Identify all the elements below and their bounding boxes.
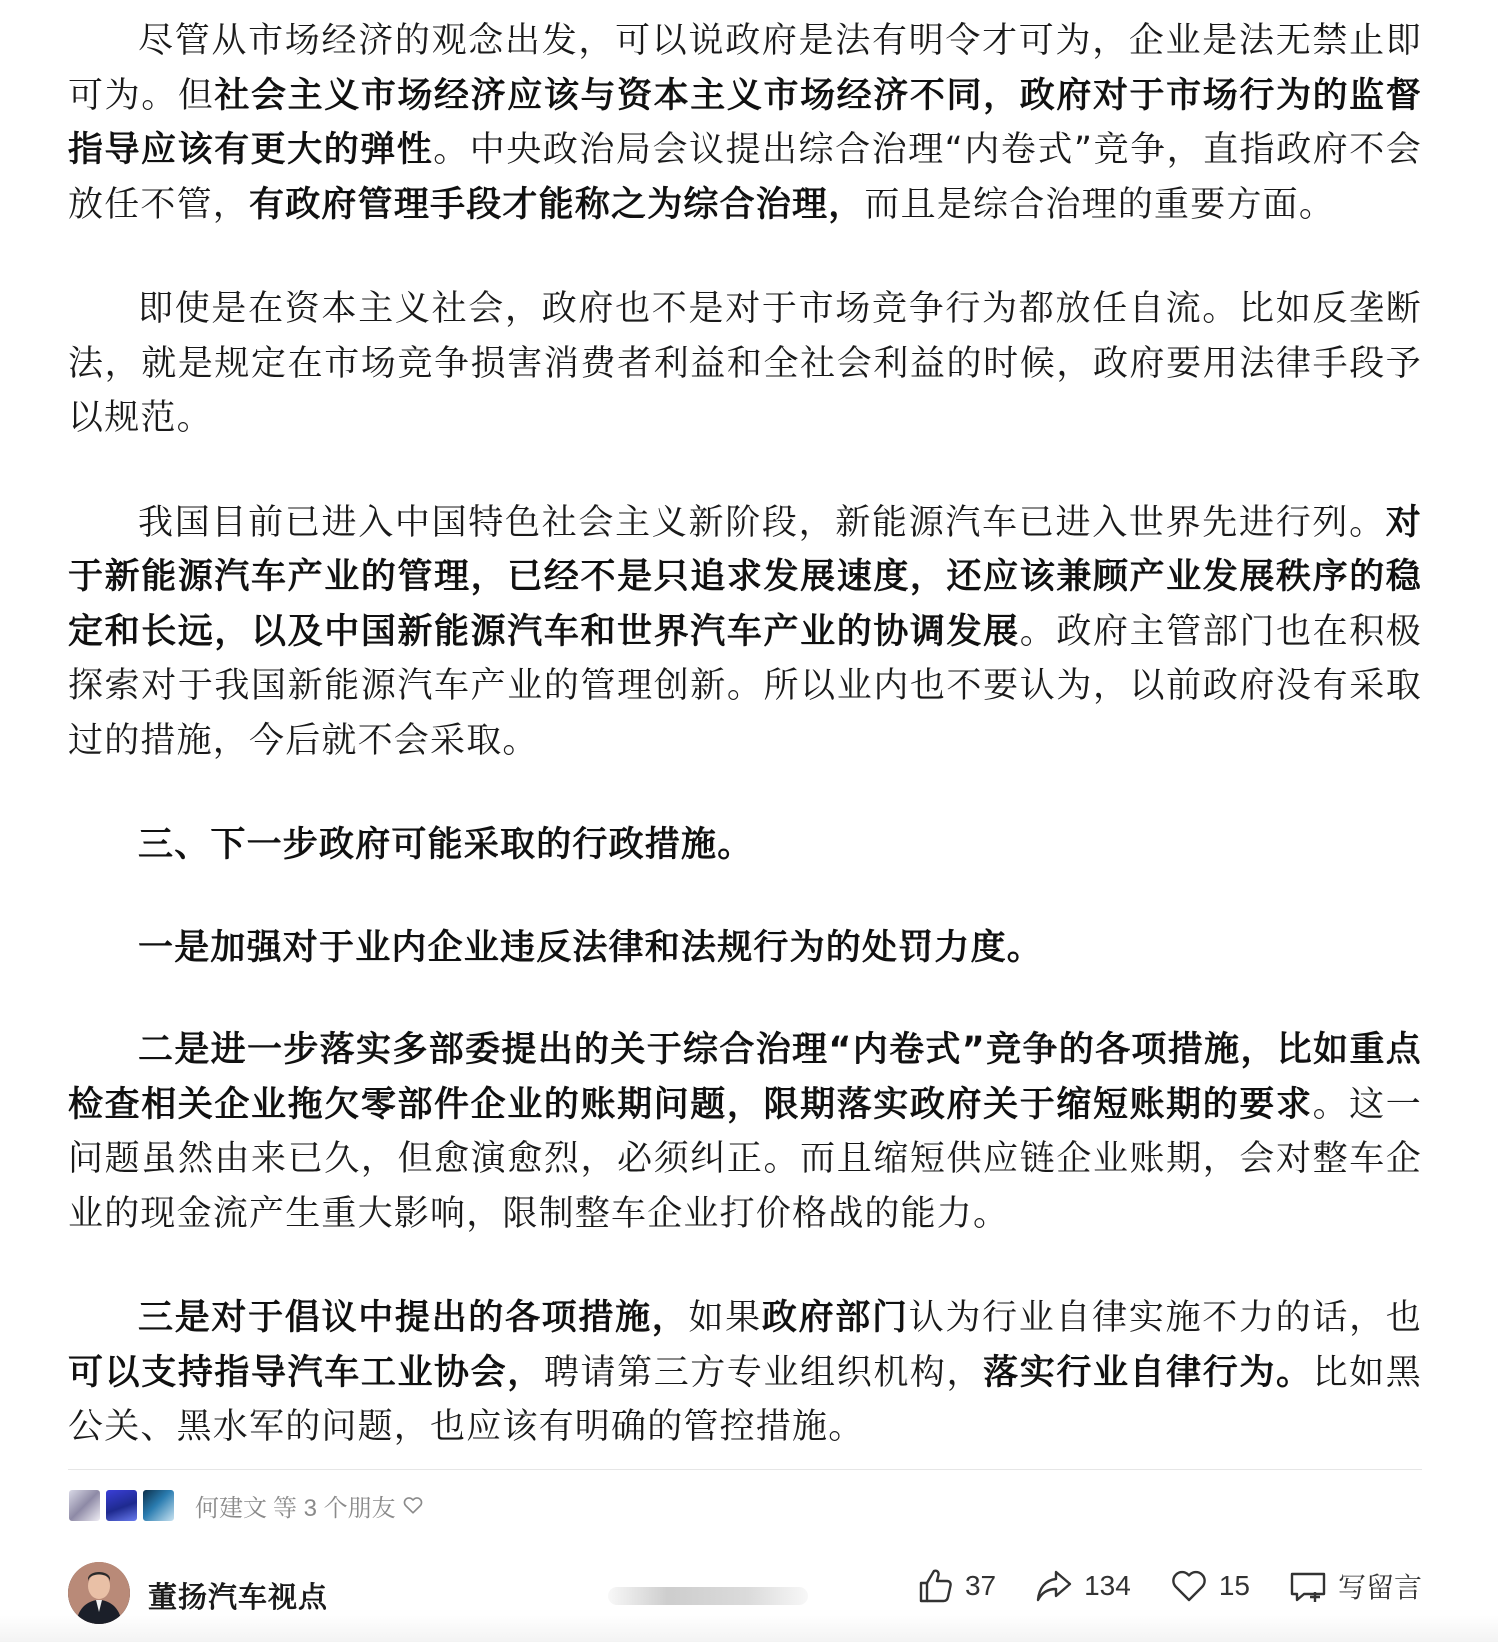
like-button[interactable] <box>915 1566 996 1606</box>
friend-avatar-2 <box>105 1489 138 1522</box>
article-body <box>68 14 1422 1505</box>
paragraph-2: 即使是在资本主义社会，政府也不是对于市场竞争行为都放任自流。比如反垄断法，就是规定在市场竞争损害消费者利益和全社会利益的时候，政府要用法律手段予以规范。 <box>68 289 1422 438</box>
friends-text <box>195 1488 424 1523</box>
author-avatar[interactable] <box>68 1562 130 1624</box>
comment-button[interactable] <box>1288 1566 1422 1606</box>
comment-icon <box>1288 1566 1328 1606</box>
heart-icon <box>1169 1566 1209 1606</box>
measure-item-2-text: 。这一问题虽然由来已久，但愈演愈烈，必须纠正。而且缩短供应链企业账期，会对整车企业的现金流产生重大影响，限制整车企业打价格战的能力。 <box>68 1084 1422 1234</box>
measure-item-1 <box>68 921 1422 976</box>
paragraph-3 <box>68 496 1422 769</box>
paragraph-3-text-2: 。政府主管部门也在积极探索对于我国新能源汽车产业的管理创新。所以业内也不要认为，以前政府没有采取过的措施，今后就不会采取。 <box>68 611 1423 761</box>
measure-item-3-text-2: 认为行业自律实施不力的话，也 <box>908 1298 1422 1338</box>
measure-item-3-bold-1: 三是对于倡议中提出的各项措施， <box>138 1298 689 1338</box>
section-heading-text: 三、下一步政府可能采取的行政措施。 <box>138 825 754 865</box>
bottom-action-bar <box>0 1552 1498 1642</box>
author-name[interactable]: 董扬汽车视点 <box>148 1582 329 1614</box>
measure-item-3 <box>68 1291 1422 1455</box>
measure-item-3-text-4: 比如黑公关、黑水军的问题，也应该有明确的管控措施。 <box>68 1352 1423 1447</box>
paragraph-1 <box>68 14 1422 232</box>
thumbs-up-icon <box>915 1566 955 1606</box>
share-arrow-icon <box>1034 1566 1074 1606</box>
paragraph-1-text-3: 而且是综合治理的重要方面。 <box>864 184 1336 225</box>
section-heading <box>68 818 1422 873</box>
measure-item-2 <box>68 1023 1422 1241</box>
share-count: 134 <box>1084 1570 1131 1601</box>
paragraph-1-bold-2: 有政府管理手段才能称之为综合治理， <box>249 184 865 225</box>
favorite-count: 15 <box>1218 1570 1250 1601</box>
scroll-indicator <box>608 1587 808 1605</box>
comment-label: 写留言 <box>1337 1572 1422 1603</box>
measure-item-3-text-3: 聘请第三方专业组织机构， <box>543 1352 984 1393</box>
friend-name: 何建文 <box>195 1494 267 1522</box>
friends-suffix: 等 3 个朋友 <box>273 1494 396 1522</box>
paragraph-3-text-1: 我国目前已进入中国特色社会主义新阶段，新能源汽车已进入世界先进行列。 <box>138 502 1386 543</box>
friends-liked-row[interactable] <box>68 1488 424 1522</box>
heart-outline-icon <box>402 1494 424 1516</box>
paragraph-1-bold-1: 社会主义市场经济应该与资本主义市场经济不同，政府对于市场行为的监督指导应该有更大的弹性 <box>68 75 1422 170</box>
paragraph-3-bold-1: 对于新能源汽车产业的管理，已经不是只追求发展速度，还应该兼顾产业发展秩序的稳定和长远，以及中国新能源汽车和世界汽车产业的协调发展 <box>68 502 1422 652</box>
friend-avatar-1 <box>68 1489 101 1522</box>
favorite-button[interactable] <box>1169 1566 1250 1606</box>
divider <box>68 1469 1422 1470</box>
like-count: 37 <box>964 1570 997 1601</box>
measure-item-1-text: 一是加强对于业内企业违反法律和法规行为的处罚力度。 <box>138 927 1044 968</box>
measure-item-3-text-1: 如果 <box>688 1298 762 1338</box>
measure-item-3-bold-3: 可以支持指导汽车工业协会， <box>68 1352 544 1393</box>
measure-item-3-bold-4: 落实行业自律行为。 <box>983 1352 1313 1393</box>
share-button[interactable] <box>1034 1566 1131 1606</box>
measure-item-2-bold: 二是进一步落实多部委提出的关于综合治理“内卷式”竞争的各项措施，比如重点检查相关企业拖欠零部件企业的账期问题，限期落实政府关于缩短账期的要求 <box>68 1030 1422 1125</box>
paragraph-1-text-2: 。中央政治局会议提出综合治理“内卷式”竞争，直指政府不会放任不管， <box>68 130 1422 225</box>
friend-avatar-3 <box>142 1489 175 1522</box>
measure-item-3-bold-2: 政府部门 <box>761 1298 909 1338</box>
paragraph-1-text-1: 尽管从市场经济的观念出发，可以说政府是法有明令才可为，企业是法无禁止即可为。但 <box>68 21 1422 116</box>
action-buttons <box>877 1566 1422 1606</box>
